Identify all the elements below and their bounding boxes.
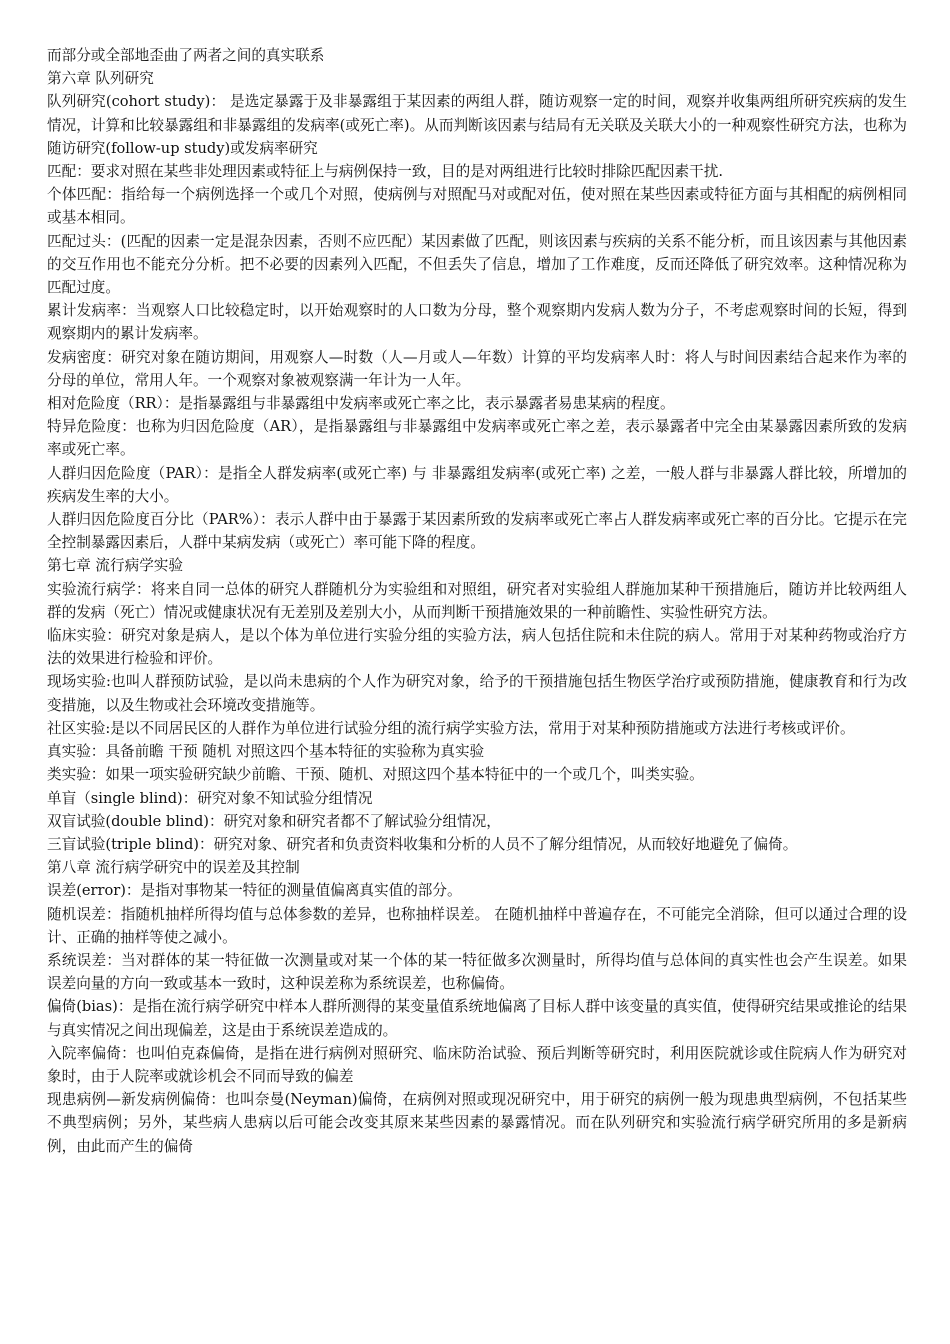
paragraph: 社区实验:是以不同居民区的人群作为单位进行试验分组的流行病学实验方法，常用于对某种预防措施或方法进行考核或评价。	[47, 719, 855, 737]
chapter-heading: 第六章 队列研究	[47, 70, 154, 88]
paragraph: 特异危险度：也称为归因危险度（AR），是指暴露组与非暴露组中发病率或死亡率之差，表示暴露者中完全由某暴露因素所致的发病率或死亡率。	[47, 418, 907, 459]
paragraph: 随机误差：指随机抽样所得均值与总体参数的差异，也称抽样误差。 在随机抽样中普遍存在，不可能完全消除，但可以通过合理的设计、正确的抽样等使之减小。	[47, 905, 907, 946]
paragraph: 偏倚(bias)：是指在流行病学研究中样本人群所测得的某变量值系统地偏离了目标人群中该变量的真实值，使得研究结果或推论的结果与真实情况之间出现偏差，这是由于系统误差造成的。	[47, 998, 907, 1039]
paragraph: 匹配：要求对照在某些非处理因素或特征上与病例保持一致，目的是对两组进行比较时排除匹配因素干扰.	[47, 163, 723, 181]
paragraph: 累计发病率：当观察人口比较稳定时，以开始观察时的人口数为分母，整个观察期内发病人数为分子，不考虑观察时间的长短，得到观察期内的累计发病率。	[47, 302, 907, 343]
paragraph: 三盲试验(triple blind)：研究对象、研究者和负责资料收集和分析的人员不了解分组情况，从而较好地避免了偏倚。	[47, 835, 798, 853]
paragraph: 队列研究(cohort study)： 是选定暴露于及非暴露组于某因素的两组人群，随访观察一定的时间，观察并收集两组所研究疾病的发生情况，计算和比较暴露组和非暴露组的发病率(或死亡率)。从而判断该因素与结局有无关联及关联大小的一种观察性研究方法，也称为随访研究(follow-up study)或发病率研究	[47, 93, 907, 157]
paragraph: 临床实验：研究对象是病人，是以个体为单位进行实验分组的实验方法，病人包括住院和未住院的病人。常用于对某种药物或治疗方法的效果进行检验和评价。	[47, 627, 907, 668]
paragraph: 而部分或全部地歪曲了两者之间的真实联系	[47, 47, 325, 64]
paragraph: 发病密度：研究对象在随访期间，用观察人—时数（人—月或人—年数）计算的平均发病率人时：将人与时间因素结合起来作为率的分母的单位，常用人年。一个观察对象被观察满一年计为一人年。	[47, 348, 907, 389]
paragraph: 系统误差：当对群体的某一特征做一次测量或对某一个体的某一特征做多次测量时，所得均值与总体间的真实性也会产生误差。如果误差向量的方向一致或基本一致时，这种误差称为系统误差，也称偏倚。	[47, 951, 907, 993]
chapter-heading: 第八章 流行病学研究中的误差及其控制	[47, 859, 300, 877]
paragraph: 现场实验:也叫人群预防试验，是以尚未患病的个人作为研究对象，给予的干预措施包括生物医学治疗或预防措施，健康教育和行为改变措施，以及生物或社会环境改变措施等。	[47, 673, 907, 714]
paragraph: 误差(error)：是指对事物某一特征的测量值偏离真实值的部分。	[47, 882, 462, 900]
paragraph: 人群归因危险度百分比（PAR%）：表示人群中由于暴露于某因素所致的发病率或死亡率占人群发病率或死亡率的百分比。它提示在完全控制暴露因素后，人群中某病发病（或死亡）率可能下降的程度。	[47, 511, 907, 552]
paragraph: 匹配过头：(匹配的因素一定是混杂因素，否则不应匹配）某因素做了匹配，则该因素与疾病的关系不能分析，而且该因素与其他因素的交互作用也不能充分分析。把不必要的因素列入匹配，不但丢失了信息，增加了工作难度，反而还降低了研究效率。这种情况称为匹配过度。	[47, 232, 907, 297]
paragraph: 真实验：具备前瞻 干预 随机 对照这四个基本特征的实验称为真实验	[47, 743, 485, 761]
paragraph: 人群归因危险度（PAR）：是指全人群发病率(或死亡率) 与 非暴露组发病率(或死亡率) 之差，一般人群与非暴露人群比较，所增加的疾病发生率的大小。	[47, 464, 907, 505]
paragraph: 入院率偏倚：也叫伯克森偏倚，是指在进行病例对照研究、临床防治试验、预后判断等研究时，利用医院就诊或住院病人作为研究对象时，由于人院率或就诊机会不同而导致的偏差	[47, 1044, 907, 1085]
paragraph: 实验流行病学：将来自同一总体的研究人群随机分为实验组和对照组，研究者对实验组人群施加某种干预措施后，随访并比较两组人群的发病（死亡）情况或健康状况有无差别及差别大小，从而判断干预措施效果的一种前瞻性、实验性研究方法。	[47, 580, 907, 621]
paragraph: 相对危险度（RR）：是指暴露组与非暴露组中发病率或死亡率之比，表示暴露者易患某病的程度。	[47, 395, 675, 413]
paragraph: 现患病例—新发病例偏倚：也叫奈曼(Neyman)偏倚，在病例对照或现况研究中，用于研究的病例一般为现患典型病例，不包括某些不典型病例；另外，某些病人患病以后可能会改变其原来某些因素的暴露情况。而在队列研究和实验流行病学研究所用的多是新病例，由此而产生的偏倚	[47, 1091, 907, 1155]
document-body	[47, 44, 907, 1158]
paragraph: 单盲（single blind)：研究对象不知试验分组情况	[47, 789, 373, 807]
paragraph: 双盲试验(double blind)：研究对象和研究者都不了解试验分组情况，	[47, 812, 501, 830]
paragraph: 个体匹配：指给每一个病例选择一个或几个对照，使病例与对照配马对或配对伍，使对照在某些因素或特征方面与其相配的病例相同或基本相同。	[47, 186, 907, 227]
paragraph: 类实验：如果一项实验研究缺少前瞻、干预、随机、对照这四个基本特征中的一个或几个，叫类实验。	[47, 766, 704, 784]
chapter-heading: 第七章 流行病学实验	[47, 557, 183, 575]
